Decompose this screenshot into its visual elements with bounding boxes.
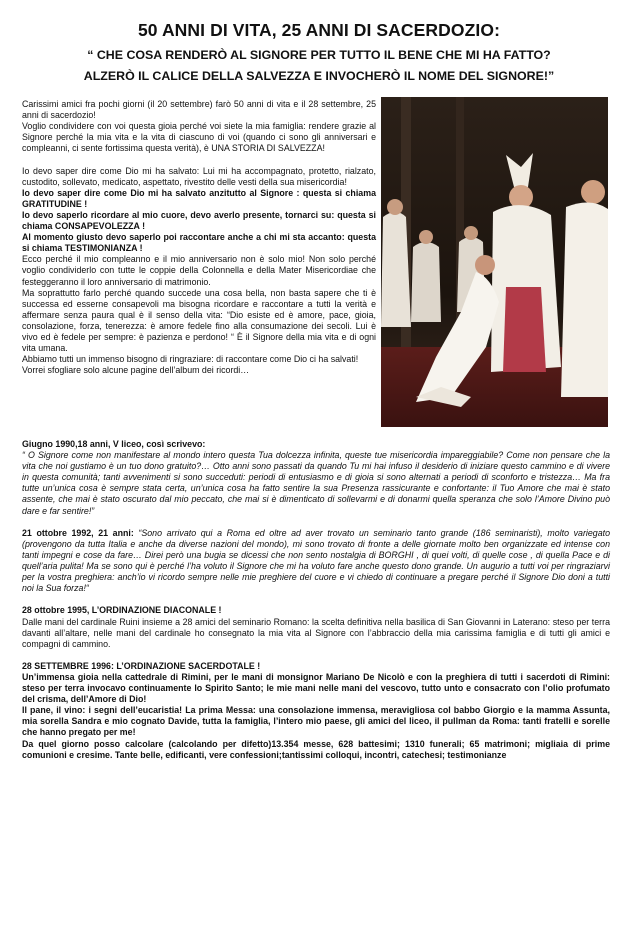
section-1992-text: “Sono arrivato qui a Roma ed oltre ad aver trovato un seminario tanto grande (186 seminaristi), molto variegato (provengono da tutta Italia e anche da diverse nazioni del mondo), mi sono trovato di fronte a delle giornate molto ben organizzate ed intense con tanti impegni e cose da fare… Direi però una bugia se dicessi che non sento nostalgia di BORGHI , di quei volti, di quelle cose , di quella Pace e di quell’aria pulita! Ma se sono qui è perché l’ha voluto il Signore che mi ha voluto fare anche questo dono grande. Un augurio a tutti voi per ringraziarvi per la vostra preghiera: anch’io vi ricordo sempre nelle mie preghiere del cuore e vi chiedo di continuare a pregare perché il Signore Dio doni a tutti noi la Sua forza!“ — [22, 527, 610, 594]
intro-paragraph-1: Carissimi amici fra pochi giorni (il 20 settembre) farò 50 anni di vita e il 28 settembre, 25 anni di sacerdozio! — [22, 99, 376, 121]
intro-paragraph-3: Io devo saper dire come Dio mi ha salvato: Lui mi ha accompagnato, protetto, rialzato, custodito, sollevato, medicato, aspettato, rivestito delle vesti della sua misericordia! — [22, 165, 376, 187]
section-1990-text: “ O Signore come non manifestare al mondo intero questa Tua dolcezza infinita, queste tue misericordia impareggiabile? Come non pensare che la vita che noi gustiamo è un tuo dono gratuito?… Otto anni sono passati da quando Tu mi hai infuso il desiderio di iniziare questo cammino e di vivere in questa comunità; tanti avvenimenti si sono succeduti: periodi di entusiasmo e di gioia si sono alternati a periodi di sconforto e tristezza… Ma fra tutte un’unica cosa è sempre stata certa, un’unica cosa ha fatto sentire la sua Presenza rassicurante e confortante: il Tuo Amore che mai è stato assente, che mai è stato oscurato dal mio peccato, che mai si è dimenticato di sollevarmi e di donarmi quella speranza che solo l’Amore Divino può dare e far sentire!” — [22, 450, 610, 516]
intro-paragraph-4: Ecco perché il mio compleanno e il mio anniversario non è solo mio! Non solo perché voglio condividerlo con tutte le coppie della Colonnella e della Mater Misericordiae che festeggeranno il loro anniversario di matrimonio. — [22, 254, 376, 287]
intro-text — [22, 99, 376, 376]
section-1992 — [22, 528, 610, 595]
section-1992-heading: 21 ottobre 1992, 21 anni: — [22, 527, 134, 538]
awareness-statement: Io devo saperlo ricordare al mio cuore, devo averlo presente, tornarci su: questa si chiama CONSAPEVOLEZZA ! — [22, 209, 376, 232]
section-1990-heading: Giugno 1990,18 anni, V liceo, così scrivevo: — [22, 439, 206, 449]
section-1996-text-1: Un’immensa gioia nella cattedrale di Rimini, per le mani di monsignor Mariano De Nicolò e con la preghiera di tutti i sacerdoti di Rimini: steso per terra invocavo continuamente lo Spirito Santo; le mie mani nelle mani del vescovo, tutto unto e consacrato con l’olio profumato del crisma, dell’Amore di Dio! — [22, 671, 610, 705]
subtitle-line-2: ALZERÒ IL CALICE DELLA SALVEZZA E INVOCHERÒ IL NOME DEL SIGNORE!” — [83, 69, 555, 83]
section-1996-text-2: Il pane, il vino: i segni dell’eucaristia! La prima Messa: una consolazione immensa, meravigliosa col babbo Giorgio e la mamma Assunta, mia sorella Sandra e mio cognato Davide, tutta la famiglia, l’intero mio paese, gli amici del liceo, il pullman da Roma: tanti fratelli e sorelle che hanno pregato per me! — [22, 705, 610, 738]
section-1995-heading: 28 ottobre 1995, L’ORDINAZIONE DIACONALE ! — [22, 605, 222, 616]
page-title: 50 ANNI DI VITA, 25 ANNI DI SACERDOZIO: — [137, 20, 501, 40]
section-1995-text: Dalle mani del cardinale Ruini insieme a 28 amici del seminario Romano: la scelta definitiva nella basilica di San Giovanni in Laterano: steso per terra davanti all’altare, nelle mani del cardinale ho consegnato la mia vita al Signore con l’abbraccio della mia carissima famiglia e di tutti gli amici e compagni di cammino. — [22, 616, 610, 649]
section-1996-heading: 28 SETTEMBRE 1996: L’ORDINAZIONE SACERDOTALE ! — [22, 660, 261, 671]
ordination-photo — [381, 97, 608, 427]
intro-paragraph-7: Vorrei sfogliare solo alcune pagine dell’album dei ricordi… — [22, 365, 250, 376]
memories-text — [22, 439, 610, 761]
ordination-photo-icon — [381, 97, 608, 427]
gratitude-statement: Io devo saper dire come Dio mi ha salvato anzitutto al Signore : questa si chiama GRATITUDINE ! — [22, 187, 376, 209]
testimony-statement: Al momento giusto devo saperlo poi raccontare anche a chi mi sta accanto: questa si chiama TESTIMONIANZA ! — [22, 232, 376, 254]
intro-paragraph-5: Ma soprattutto farlo perché quando succede una cosa bella, non basta sapere che ti è successa ed esserne consapevoli ma bisogna ricordare e raccontare a tutti la verità e affermare senza paura qual è il senso della vita: “Dio esiste ed è amore, pace, gioia, consolazione, forza, tenerezza: è amore fedele fino alla consumazione dei secoli. Lui è vivo ed è fedele per sempre: è pazienza e perdono! “ È il Signore della mia vita e di ogni vita umana. — [22, 287, 376, 354]
section-1996-text-3: Da quel giorno posso calcolare (calcolando per difetto)13.354 messe, 628 battesimi; 1310 funerali; 65 matrimoni; migliaia di prime comunioni e cresime. Tante belle, edificanti, vere confessioni;tantissimi colloqui, incontri, catechesi; testimonianze — [22, 738, 610, 760]
subtitle-line-1: “ CHE COSA RENDERÒ AL SIGNORE PER TUTTO IL BENE CHE MI HA FATTO? — [87, 48, 551, 62]
intro-paragraph-2: Voglio condividere con voi questa gioia perché voi siete la mia famiglia: rendere grazie al Signore perché la mia vita e la vita di ciascuno di voi (quando ci sono gli anniversari e compleanni, ci sente fortissima questa verità), è UNA STORIA DI SALVEZZA! — [22, 121, 376, 154]
intro-paragraph-6: Abbiamo tutti un immenso bisogno di ringraziare: di raccontare come Dio ci ha salvati! — [22, 354, 359, 365]
